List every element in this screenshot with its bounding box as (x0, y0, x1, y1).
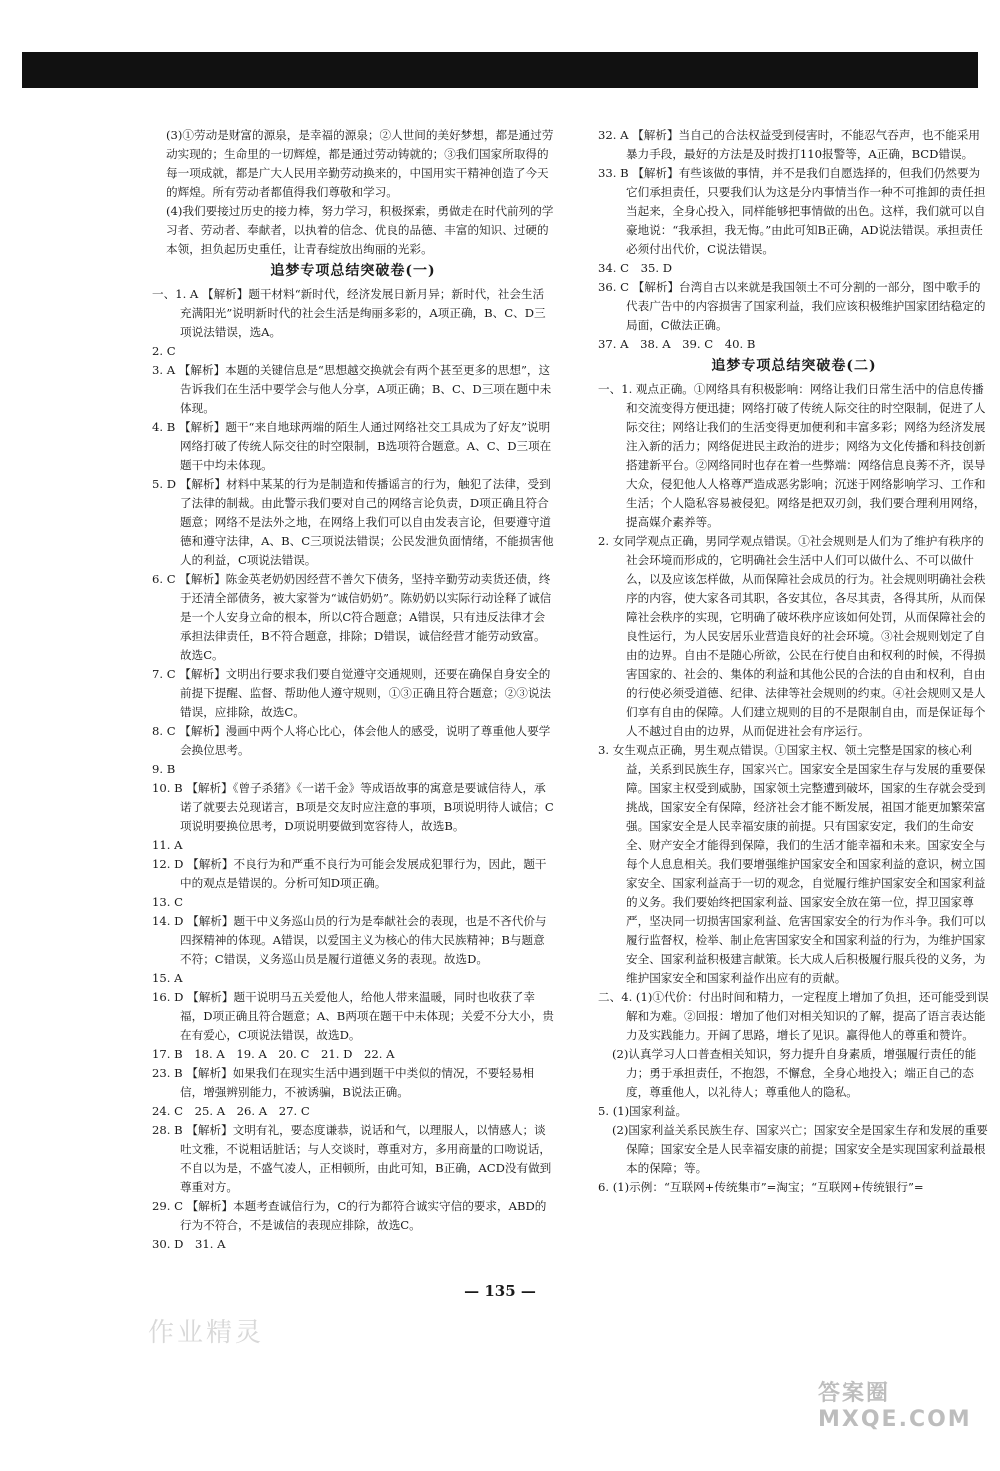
answer-item: 30. D 31. A (152, 1237, 226, 1251)
answer-item: 29. C 【解析】本题考查诚信行为，C的行为都符合诚实守信的要求，ABD的行为不符合，不是诚信的表现应排除，故选C。 (152, 1199, 547, 1232)
answer-item: 16. D 【解析】题干说明马五关爱他人，给他人带来温暖，同时也收获了幸福，D项正确且符合题意；A、B两项在题干中未体现；关爱不分大小，贵在有爱心，C项说法错误，故选D。 (152, 990, 555, 1042)
section-title: 追梦专项总结突破卷(二) (711, 358, 877, 374)
answer-item: 3. 女生观点正确，男生观点错误。①国家主权、领土完整是国家的核心利益，关系到民族生存，国家兴亡。国家安全是国家生存与发展的重要保障。国家主权受到威胁，国家领土完整遭到破坏，国家的生存就会受到挑战，国家安全有保障，经济社会才能不断发展，祖国才能更加繁荣富强。国家安全是人民幸福安康的前提。只有国家安定，我们的生命安全、财产安全才能得到保障，我们的生活才能幸福和未来。国家安全与每个人息息相关。我们要增强维护国家安全和国家利益的意识，树立国家安全、国家利益高于一切的观念，自觉履行维护国家安全和国家利益的义务。我们要始终把国家利益、国家安全放在第一位，捍卫国家尊严，坚决同一切损害国家利益、危害国家安全的行为作斗争。我们可以履行监督权，检举、制止危害国家安全和国家利益的行为，为维护国家安全、国家利益积极建言献策。长大成人后积极履行服兵役的义务，为维护国家安全和国家利益作出应有的贡献。 (598, 743, 986, 985)
left-column (152, 126, 554, 1254)
answer-item: 36. C 【解析】台湾自古以来就是我国领土不可分割的一部分，图中歌手的代表广告中的内容损害了国家利益，我们应该积极维护国家团结稳定的局面，C做法正确。 (598, 280, 986, 332)
answer-item: 17. B 18. A 19. A 20. C 21. D 22. A (152, 1047, 395, 1061)
watermark-text: 作业精灵 (148, 1318, 265, 1348)
answer-item: 37. A 38. A 39. C 40. B (598, 337, 756, 351)
watermark-stamp: 答案圈 MXQE.COM (818, 1381, 972, 1432)
section-title: 追梦专项总结突破卷(一) (270, 263, 436, 279)
answer-item: 一、1. A 【解析】题干材料“新时代，经济发展日新月异；新时代，社会生活充满阳光”说明新时代的社会生活是绚丽多彩的，A项正确，B、C、D三项说法错误，选A。 (152, 287, 546, 339)
answer-item: 9. B (152, 762, 176, 776)
answer-item: 15. A (152, 971, 183, 985)
answer-item: 32. A 【解析】当自己的合法权益受到侵害时，不能忍气吞声，也不能采用暴力手段，最好的方法是及时拨打110报警等，A正确，BCD错误。 (598, 128, 980, 161)
answer-item: 34. C 35. D (598, 261, 673, 275)
answer-item: (2)国家利益关系民族生存、国家兴亡；国家安全是国家生存和发展的重要保障；国家安全是人民幸福安康的前提；国家安全是实现国家利益最根本的保障；等。 (612, 1123, 988, 1175)
answer-item: 10. B 【解析】《曾子杀猪》《一诺千金》等成语故事的寓意是要诚信待人，承诺了就要去兑现诺言，B项是交友时应注意的事项，B项说明待人诚信；C项说明要换位思考，D项说明要做到宽容待人，故选B。 (152, 781, 554, 833)
answer-item: 28. B 【解析】文明有礼，要态度谦恭，说话和气，以理服人，以情感人；谈吐文雅，不说粗话脏话；与人交谈时，尊重对方，多用商量的口吻说话，不自以为是，不盛气凌人，正相顿所，由此可知，B正确，ACD没有做到尊重对方。 (152, 1123, 552, 1194)
answer-item: 8. C 【解析】漫画中两个人将心比心，体会他人的感受，说明了尊重他人要学会换位思考。 (152, 724, 551, 757)
page-number: — 135 — (464, 1282, 536, 1300)
answer-paragraph: (3)①劳动是财富的源泉，是幸福的源泉；②人世间的美好梦想，都是通过劳动实现的；生命里的一切辉煌，都是通过劳动铸就的；③我们国家所取得的每一项成就，都是广大人民用辛勤劳动换来的，中国用实干精神创造了今天的辉煌。所有劳动者都值得我们尊敬和学习。 (166, 128, 554, 199)
answer-item: (2)认真学习人口普查相关知识，努力提升自身素质，增强履行责任的能力；勇于承担责任，不抱怨，不懈怠，全身心地投入；端正自己的态度，尊重他人，以礼待人；尊重他人的隐私。 (612, 1047, 977, 1099)
right-column (598, 126, 990, 1197)
answer-item: 3. A 【解析】本题的关键信息是“思想越交换就会有两个甚至更多的思想”，这告诉我们在生活中要学会与他人分享，A项正确；B、C、D三项在题中未体现。 (152, 363, 552, 415)
answer-item: 23. B 【解析】如果我们在现实生活中遇到题干中类似的情况，不要轻易相信，增强辨别能力，不被诱骗，B说法正确。 (152, 1066, 535, 1099)
answer-item: 6. C 【解析】陈金英老奶奶因经营不善欠下债务，坚持辛勤劳动卖货还债，终于还清全部债务，被大家誉为“诚信奶奶”。陈奶奶以实际行动诠释了诚信是一个人安身立命的根本，所以C符合题意；A错误，只有违反法律才会承担法律责任，B不符合题意，排除；D错误，诚信经营才能劳动致富。故选C。 (152, 572, 552, 662)
answer-item: 二、4. (1)①代价：付出时间和精力，一定程度上增加了负担，还可能受到误解和为难。②回报：增加了他们对相关知识的了解，提高了语言表达能力及实践能力。开阔了思路，增长了见识。赢得他人的尊重和赞许。 (598, 990, 989, 1042)
answer-item: 24. C 25. A 26. A 27. C (152, 1104, 310, 1118)
answer-item: 5. D 【解析】材料中某某的行为是制造和传播谣言的行为，触犯了法律，受到了法律的制裁。由此警示我们要对自己的网络言论负责，D项正确且符合题意；网络不是法外之地，在网络上我们可以自由发表言论，但要遵守道德和遵守法律，A、B、C三项说法错误；公民发泄负面情绪，不能损害他人的利益，C项说法错误。 (152, 477, 554, 567)
answer-item: 14. D 【解析】题干中义务巡山员的行为是奉献社会的表现，也是不吝代价与四探精神的体现。A错误，以爱国主义为核心的伟大民族精神；B与题意不符；C错误，义务巡山员是履行道德义务的表现。故选D。 (152, 914, 547, 966)
answer-item: 33. B 【解析】有些该做的事情，并不是我们自愿选择的，但我们仍然要为它们承担责任，只要我们认为这是分内事情当作一种不可推卸的责任担当起来，全身心投入，同样能够把事情做的出色。这样，我们就可以自豪地说：“我承担，我无悔。”由此可知B正确，AD说法错误。承担责任必须付出代价，C说法错误。 (598, 166, 986, 256)
answer-item: 6. (1)示例：“互联网+传统集市”=淘宝；“互联网+传统银行”= (598, 1180, 924, 1194)
answer-item: 11. A (152, 838, 183, 852)
header-bar (22, 52, 978, 88)
answer-item: 2. 女同学观点正确，男同学观点错误。①社会规则是人们为了维护有秩序的社会环境而形成的，它明确社会生活中人们可以做什么、不可以做什么，以及应该怎样做，从而保障社会成员的行为。社会规则明确社会秩序的内容，使大家各司其职，各安其位，各尽其责，各得其所，从而保障社会秩序的实现，它明确了破坏秩序应该如何处罚，从而保障社会的良性运行，为人民安居乐业营造良好的社会环境。③社会规则划定了自由的边界。自由不是随心所欲，公民在行使自由和权利的时候，不得损害国家的、社会的、集体的利益和其他公民的合法的自由和权利，自由的行使必须受道德、纪律、法律等社会规则的约束。④社会规则又是人们享有自由的保障。人们建立规则的目的不是限制自由，而是保证每个人不越过自由的边界，从而促进社会有序运行。 (598, 534, 986, 738)
watermark-logo (818, 1376, 972, 1456)
answer-item: 4. B 【解析】题干“来自地球两端的陌生人通过网络社交工具成为了好友”说明网络打破了传统人际交往的时空限制，B选项符合题意。A、C、D三项在题干中均未体现。 (152, 420, 552, 472)
answer-item: 12. D 【解析】不良行为和严重不良行为可能会发展成犯罪行为，因此，题干中的观点是错误的。分析可知D项正确。 (152, 857, 547, 890)
answer-item: 2. C (152, 344, 176, 358)
answer-item: 13. C (152, 895, 183, 909)
answer-item: 5. (1)国家利益。 (598, 1104, 688, 1118)
answer-paragraph: (4)我们要接过历史的接力棒，努力学习，积极探索，勇做走在时代前列的学习者、劳动者、奉献者，以执着的信念、优良的品德、丰富的知识、过硬的本领，担负起历史重任，让青春绽放出绚丽的光彩。 (166, 204, 554, 256)
answer-item: 7. C 【解析】文明出行要求我们要自觉遵守交通规则，还要在确保自身安全的前提下提醒、监督、帮助他人遵守规则，①③正确且符合题意；②③说法错误，应排除，故选C。 (152, 667, 552, 719)
answer-item: 一、1. 观点正确。①网络具有积极影响：网络让我们日常生活中的信息传播和交流变得方便迅捷；网络打破了传统人际交往的时空限制，促进了人际交往；网络让我们的生活变得更加便利和丰富多彩；网络为经济发展注入新的活力；网络促进民主政治的进步；网络为文化传播和科技创新搭建新平台。②网络同时也存在着一些弊端：网络信息良莠不齐，误导大众，侵犯他人人格尊严造成恶劣影响；沉迷于网络影响学习、工作和生活；个人隐私容易被侵犯。网络是把双刃剑，我们要合理利用网络，提高媒介素养等。 (598, 382, 986, 529)
